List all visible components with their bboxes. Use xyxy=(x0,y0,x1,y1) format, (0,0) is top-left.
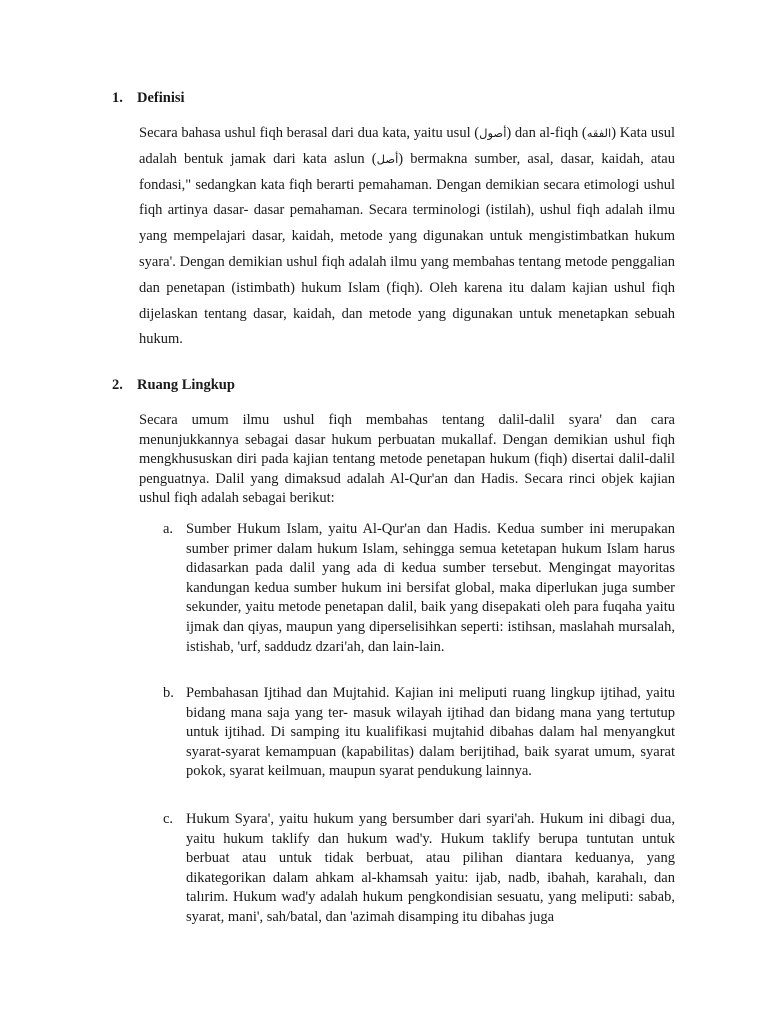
section-title: Ruang Lingkup xyxy=(137,377,235,393)
list-marker: b. xyxy=(163,685,174,701)
list-item xyxy=(163,810,675,928)
list-item-text: Hukum Syara', yaitu hukum yang bersumber dari syari'ah. Hukum ini dibagi dua, yaitu hukum taklify dan hukum wad'y. Hukum taklify berupa tuntutan untuk berbuat atau untuk tidak berbuat, atau pilihan diantara keduanya, yang dikategorikan dalam ahkam al-khamsah yaitu: ijab, nadb, ibahah, karahalı, dan talırim. Hukum wad'y adalah hukum pengkondisian sesuatu, yang meliputi: sabab, syarat, mani', sah/batal, dan 'azimah disamping itu dibahas juga xyxy=(186,811,675,925)
ruang-lingkup-paragraph: Secara umum ilmu ushul fiqh membahas tentang dalil-dalil syara' dan cara menunjukkannya sebagai dasar hukum perbuatan mukallaf. Dengan demikian ushul fiqh mengkhususkan diri pada kajian tentang metode penetapan hukum (fiqh) disertai dalil-dalil penguatnya. Dalil yang dimaksud adalah Al-Qur'an dan Hadis. Secara rinci objek kajian ushul fiqh adalah sebagai berikut: xyxy=(139,412,675,507)
arabic-term-aslun: أصل xyxy=(376,151,399,166)
section-number: 2. xyxy=(112,377,123,393)
list-marker: c. xyxy=(163,811,174,827)
arabic-term-fiqh: الفقه xyxy=(586,126,612,140)
list-item-text: Pembahasan Ijtihad dan Mujtahid. Kajian ini meliputi ruang lingkup ijtihad, yaitu bidang mana saja yang ter- masuk wilayah ijtihad dan bidang mana yang tertutup untuk ijtihad. Di samping itu kualifikasi mujtahid dibahas dalam hal menyangkut syarat-syarat kemampuan (kapabilitas) dalam berijtihad, baik syarat umum, syarat pokok, syarat keilmuan, maupun syarat pendukung lainnya. xyxy=(186,685,675,780)
list-item-text: Sumber Hukum Islam, yaitu Al-Qur'an dan Hadis. Kedua sumber ini merupakan sumber primer dalam hukum Islam, sehingga semua ketetapan hukum Islam harus didasarkan pada dalil yang ada di kedua sumber tersebut. Mengingat mayoritas kandungan kedua sumber hukum ini bersifat global, maka diperlukan juga sumber sekunder, yaitu metode penetapan dalil, baik yang disepakati oleh para fuqaha yaitu ijmak dan qiyas, maupun yang diperselisihkan seperti: istihsan, maslahah mursalah, istishab, 'urf, saddudz dzari'ah, dan lain-lain. xyxy=(186,521,675,655)
list-item xyxy=(163,520,675,657)
section-number: 1. xyxy=(112,90,123,106)
paragraph-text: ) dan al-fiqh ( xyxy=(506,125,587,141)
definisi-paragraph xyxy=(139,121,675,353)
paragraph-text: ) bermakna sumber, asal, dasar, kaidah, atau fondasi," sedangkan kata fiqh berarti pemahaman. Dengan demikian secara etimologi ushul fiqh artinya dasar- dasar pemahaman. Secara terminologi (istilah), ushul fiqh adalah ilmu yang mempelajari dasar, kaidah, metode yang digunakan untuk mengistimbatkan hukum syara'. Dengan demikian ushul fiqh adalah ilmu yang membahas tentang metode penggalian dan penetapan (istimbath) hukum Islam (fiqh). Oleh karena itu dalam kajian ushul fiqh dijelaskan tentang dasar, kaidah, dan metode yang digunakan untuk menetapkan sebuah hukum. xyxy=(139,150,675,348)
section-title: Definisi xyxy=(137,90,185,106)
arabic-term-usul: أصول xyxy=(479,126,507,140)
list-marker: a. xyxy=(163,521,174,537)
list-item xyxy=(163,684,675,782)
section-heading-ruang-lingkup xyxy=(112,375,235,395)
paragraph-text: ) Kata usul adalah bentuk jamak dari kata aslun ( xyxy=(139,125,676,167)
section-heading-definisi xyxy=(112,88,185,108)
paragraph-text: Secara bahasa ushul fiqh berasal dari dua kata, yaitu usul ( xyxy=(139,125,480,141)
